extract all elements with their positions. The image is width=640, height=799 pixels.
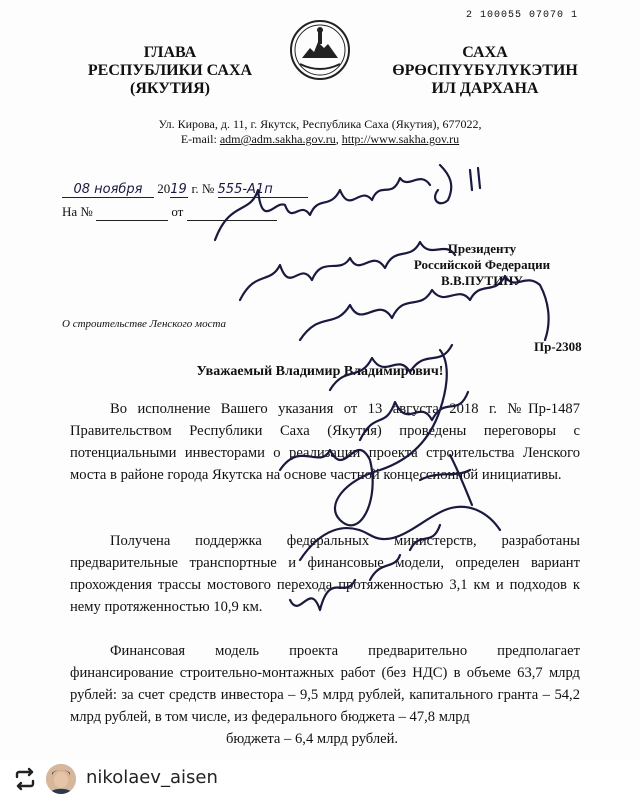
year-suffix: г. №: [188, 181, 215, 196]
email-label: E-mail:: [180, 132, 220, 146]
ot-blank: [187, 204, 277, 221]
date-handwritten: 08 ноября: [62, 182, 154, 198]
date-number-line: [62, 181, 308, 198]
year-prefix: 20: [157, 181, 171, 196]
recipient-line: В.В.ПУТИНУ: [441, 273, 523, 288]
paragraph-3-tail: бюджета – 6,4 млрд рублей.: [226, 731, 399, 747]
na-label: На №: [62, 204, 93, 219]
header-right-line: ИЛ ДАРХАНА: [431, 80, 539, 97]
subject-line: О строительстве Ленского моста: [62, 318, 227, 330]
contact-line: [100, 132, 540, 147]
ot-label: от: [171, 204, 184, 219]
recipient-block: [372, 241, 592, 289]
header-right: [390, 44, 580, 98]
recipient-line: Российской Федерации: [413, 257, 551, 272]
header-left-line: (ЯКУТИЯ): [130, 80, 210, 97]
header-left-line: РЕСПУБЛИКИ САХА: [87, 62, 253, 79]
header-right-line: САХА: [462, 44, 508, 61]
reference-line: [62, 204, 277, 221]
address-block: [100, 117, 540, 147]
header-left: [80, 44, 260, 98]
avatar-face-icon: [46, 764, 76, 794]
salutation: Уважаемый Владимир Владимирович!: [196, 364, 444, 379]
website-link[interactable]: http://www.sakha.gov.ru: [341, 132, 460, 146]
paragraph-3: Финансовая модель проекта предварительно предполагает финансирование строительно-монтажных работ (без НДС) в объеме 63,7 млрд рублей: за счет средств инвестора – 9,5 млрд рублей, капитального гранта – 54,2 млрд рублей, в том числе, из федерального бюджета – 47,8 млрд: [70, 643, 580, 725]
barcode-number: 2 100055 07070 1: [466, 10, 579, 21]
na-blank: [96, 204, 168, 221]
repost-icon[interactable]: [12, 766, 38, 792]
emblem-icon: [288, 18, 352, 82]
paragraph-1: Во исполнение Вашего указания от 13 августа 2018 г. №Пр-1487 Правительством Республики Саха (Якутия) проведены переговоры с потенциальными инвесторами о реализации проекта строительства Ленского моста в районе города Якутска на основе частной концессионной инициативы.: [70, 401, 580, 483]
reference-code: Пр-2308: [534, 339, 582, 354]
header-left-line: ГЛАВА: [143, 44, 197, 61]
header-right-line: ӨРӨСПҮҮБҮЛҮКЭТИН: [392, 62, 578, 79]
recipient-line: Президенту: [447, 241, 517, 256]
paragraph-2: Получена поддержка федеральных министерств, разработаны предварительные транспортные и финансовые модели, определен вариант прохождения трассы мостового перехода протяженностью 3,1 км и подходов к нему протяженностью 10,9 км.: [70, 533, 580, 615]
email-link[interactable]: adm@adm.sakha.gov.ru: [219, 132, 336, 146]
separator: ,: [335, 132, 342, 146]
avatar[interactable]: [46, 764, 76, 794]
instagram-username[interactable]: nikolaev_aisen: [86, 767, 218, 788]
year-handwritten: 19: [170, 182, 187, 197]
doc-number-handwritten: 555-А1п: [218, 182, 308, 198]
address-line: Ул. Кирова, д. 11, г. Якутск, Республика Саха (Якутия), 677022,: [158, 117, 482, 131]
